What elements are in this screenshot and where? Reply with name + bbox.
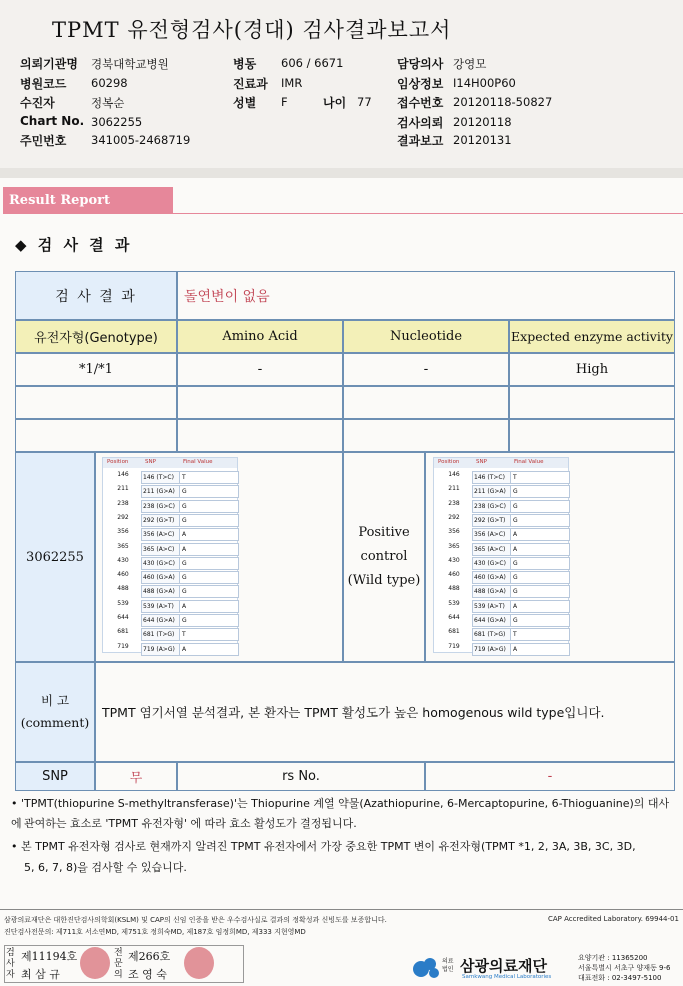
snp-row (434, 600, 568, 614)
amino-acid-header: Amino Acid (177, 320, 343, 353)
control-label-line: control (360, 549, 408, 564)
snp-final-value: A (510, 600, 570, 613)
snp-position: 460 (117, 571, 129, 579)
snp-final-value: A (510, 528, 570, 541)
empty-cell (509, 386, 675, 419)
snp-row (103, 628, 237, 642)
label-receipt-no: 접수번호 (397, 96, 444, 110)
empty-cell (15, 419, 177, 452)
snp-position: 430 (448, 556, 460, 564)
stamp2-label: 전문의 (114, 948, 123, 980)
snp-row (434, 557, 568, 571)
snp-position: 356 (448, 528, 460, 536)
snp-change: 488 (G>A) (141, 585, 180, 598)
samkwang-logo-icon (412, 955, 440, 979)
snp-final-value: A (179, 643, 239, 656)
footer-physicians: 진단검사전문의: 제711호 서소연MD, 제751호 정희숙MD, 제187호 임정희MD, 제333 지현영MD (4, 928, 306, 936)
snp-position: 681 (117, 628, 129, 636)
snp-position: 146 (117, 471, 129, 478)
note-line: 관여하는 효소로 'TPMT 유전자형' 에 따라 효소 활성도가 결정됩니다. (24, 817, 357, 830)
empty-cell (343, 386, 509, 419)
result-label-cell: 검 사 결 과 (15, 271, 177, 320)
result-value-cell: 돌연변이 없음 (177, 271, 675, 320)
snp-position: 365 (117, 542, 129, 550)
snp-change: 719 (A>G) (472, 643, 511, 656)
snp-row (434, 585, 568, 599)
stamp2-number: 제266호 (128, 950, 171, 963)
label-department: 진료과 (233, 77, 268, 91)
snp-final-value: G (179, 614, 239, 627)
label-report-date: 결과보고 (397, 134, 444, 148)
snp-panel-header (103, 458, 237, 468)
snp-row (103, 614, 237, 628)
snp-final-value: A (179, 600, 239, 613)
snp-change: 681 (T>G) (472, 628, 511, 641)
note-line: • 'TPMT(thiopurine S-methyltransferase)'는 Thiopurine 계열 약물(Azathiopurine, 6-Mercaptopurine, 6-Thioguanine)의 대사에 (11, 797, 670, 830)
snp-change: 238 (G>C) (141, 500, 180, 513)
label-hospital-code: 병원코드 (20, 77, 67, 91)
snp-row (434, 571, 568, 585)
snp-final-value: T (510, 471, 570, 484)
snp-final-value: A (179, 528, 239, 541)
value-request-date: 20120118 (453, 115, 512, 129)
snp-panel-header-label: Final Value (183, 459, 213, 465)
snp-row (103, 571, 237, 585)
rs-label-cell: rs No. (177, 762, 425, 791)
snp-position: 356 (117, 528, 129, 536)
stamp1-label: 검사자 (6, 948, 15, 980)
snp-change: 719 (A>G) (141, 643, 180, 656)
value-sex: F (281, 95, 288, 109)
snp-final-value: G (510, 571, 570, 584)
org-code: 요양기관 : 11365200 (578, 954, 648, 962)
value-doctor: 강영모 (453, 57, 487, 71)
value-department: IMR (281, 76, 303, 90)
snp-final-value: A (510, 543, 570, 556)
snp-position: 644 (448, 614, 460, 621)
banner-rule (173, 213, 683, 214)
value-ward: 606 / 6671 (281, 56, 344, 70)
section-title: ◆ 검 사 결 과 (15, 236, 133, 254)
snp-panel-header (434, 458, 568, 468)
enzyme-activity-header: Expected enzyme activity (509, 320, 675, 353)
snp-change: 539 (A>T) (141, 600, 180, 613)
snp-position: 430 (117, 556, 129, 564)
org-street: 서울특별시 서초구 양재동 9-6 (578, 964, 671, 972)
nucleotide-header: Nucleotide (343, 320, 509, 353)
snp-position: 488 (448, 585, 460, 593)
snp-change: 681 (T>G) (141, 628, 180, 641)
snp-change: 430 (G>C) (141, 557, 180, 570)
value-chart-no: 3062255 (91, 115, 143, 129)
value-hospital-code: 60298 (91, 76, 128, 90)
snp-row (434, 471, 568, 485)
snp-change: 644 (G>A) (472, 614, 511, 627)
enzyme-activity-value: High (509, 353, 675, 386)
empty-cell (343, 419, 509, 452)
empty-cell (177, 419, 343, 452)
value-report-date: 20120131 (453, 133, 512, 147)
snp-final-value: G (179, 585, 239, 598)
snp-change: 146 (T>C) (141, 471, 180, 484)
label-resident-no: 주민번호 (20, 134, 67, 148)
value-resident-no: 341005-2468719 (91, 133, 191, 147)
snp-position: 539 (448, 599, 460, 607)
sample-snp-panel (102, 457, 238, 653)
snp-panel-header-label: SNP (145, 459, 156, 465)
snp-value-cell: 무 (95, 762, 177, 791)
result-report-banner: Result Report (3, 187, 173, 214)
value-patient: 정복순 (91, 96, 125, 110)
comment-label: 비 고 (40, 693, 70, 708)
label-age: 나이 (323, 96, 347, 110)
snp-row (434, 643, 568, 657)
snp-final-value: G (510, 614, 570, 627)
snp-row (434, 514, 568, 528)
snp-change: 356 (A>C) (141, 528, 180, 541)
snp-change: 211 (G>A) (141, 485, 180, 498)
snp-final-value: A (510, 643, 570, 656)
comment-text: TPMT 염기서열 분석결과, 본 환자는 TPMT 활성도가 높은 homogenous wild type입니다. (95, 662, 675, 762)
snp-position: 211 (117, 485, 129, 493)
snp-change: 539 (A>T) (472, 600, 511, 613)
snp-panel-header-label: SNP (476, 459, 487, 465)
control-label-line: Positive (358, 525, 410, 540)
snp-final-value: G (510, 514, 570, 527)
note-line: 5, 6, 7, 8)을 검사할 수 있습니다. (24, 861, 187, 874)
label-patient: 수진자 (20, 96, 55, 110)
value-receipt-no: 20120118-50827 (453, 95, 553, 109)
snp-change: 460 (G>A) (472, 571, 511, 584)
snp-row (103, 500, 237, 514)
control-snp-panel (433, 457, 569, 653)
label-doctor: 담당의사 (397, 57, 444, 71)
snp-change: 211 (G>A) (472, 485, 511, 498)
org-address (578, 953, 671, 983)
snp-final-value: G (179, 571, 239, 584)
snp-final-value: G (510, 557, 570, 570)
org-english: Samkwang Medical Laboratories (462, 974, 552, 980)
footer-accreditation: 삼광의료재단은 대한진단검사의학회(KSLM) 및 CAP의 신임 인증을 받은 우수검사실로 결과의 정확성과 신빙도를 보증합니다. (4, 916, 387, 924)
snp-row (103, 543, 237, 557)
label-institution: 의뢰기관명 (20, 57, 78, 71)
nucleotide-value: - (343, 353, 509, 386)
snp-final-value: G (510, 500, 570, 513)
value-clinical-info: I14H00P60 (453, 76, 516, 90)
footer-rule (0, 909, 683, 910)
snp-position: 238 (448, 499, 460, 507)
snp-final-value: G (179, 500, 239, 513)
snp-panel-header-label: Position (107, 459, 129, 465)
snp-position: 146 (448, 471, 460, 478)
snp-row (434, 528, 568, 542)
sample-id-cell: 3062255 (15, 452, 95, 662)
genotype-header: 유전자형(Genotype) (15, 320, 177, 353)
snp-position: 211 (448, 485, 460, 493)
snp-row (434, 485, 568, 499)
snp-final-value: T (179, 471, 239, 484)
snp-final-value: T (510, 628, 570, 641)
snp-panel-header-label: Position (438, 459, 460, 465)
control-label-line: (Wild type) (347, 573, 421, 588)
snp-label-cell: SNP (15, 762, 95, 791)
snp-change: 292 (G>T) (472, 514, 511, 527)
snp-final-value: G (179, 485, 239, 498)
snp-change: 292 (G>T) (141, 514, 180, 527)
snp-position: 539 (117, 599, 129, 607)
label-request-date: 검사의뢰 (397, 116, 444, 130)
snp-final-value: G (510, 485, 570, 498)
snp-position: 644 (117, 614, 129, 621)
snp-final-value: G (510, 585, 570, 598)
org-prefix: 의료법인 (442, 958, 454, 973)
amino-acid-value: - (177, 353, 343, 386)
snp-row (103, 557, 237, 571)
snp-row (103, 471, 237, 485)
label-sex: 성별 (233, 96, 257, 110)
snp-row (434, 628, 568, 642)
snp-position: 681 (448, 628, 460, 636)
snp-final-value: G (179, 557, 239, 570)
rs-value-cell: - (425, 762, 675, 791)
snp-change: 365 (A>C) (472, 543, 511, 556)
label-chart-no: Chart No. (20, 114, 85, 128)
snp-row (103, 600, 237, 614)
snp-position: 238 (117, 499, 129, 507)
page-divider (0, 168, 683, 178)
snp-row (434, 543, 568, 557)
snp-change: 460 (G>A) (141, 571, 180, 584)
genotype-value: *1/*1 (15, 353, 177, 386)
snp-row (434, 614, 568, 628)
stamp1-name: 최 삼 규 (21, 968, 60, 981)
org-name: 삼광의료재단 (460, 957, 547, 975)
snp-row (103, 514, 237, 528)
snp-row (103, 643, 237, 657)
snp-change: 146 (T>C) (472, 471, 511, 484)
snp-position: 365 (448, 542, 460, 550)
snp-row (103, 528, 237, 542)
stamp2-name: 조 영 숙 (128, 968, 167, 981)
value-institution: 경북대학교병원 (91, 57, 169, 71)
snp-final-value: G (179, 514, 239, 527)
value-age: 77 (357, 95, 372, 109)
snp-change: 356 (A>C) (472, 528, 511, 541)
snp-position: 292 (117, 513, 129, 521)
org-phone: 대표전화 : 02-3497-5100 (578, 974, 662, 982)
stamp1-number: 제11194호 (21, 950, 78, 963)
snp-change: 488 (G>A) (472, 585, 511, 598)
footer-cap: CAP Accredited Laboratory. 69944-01 (548, 915, 679, 923)
snp-row (434, 500, 568, 514)
snp-position: 460 (448, 571, 460, 579)
label-ward: 병동 (233, 57, 257, 71)
snp-row (103, 585, 237, 599)
snp-change: 365 (A>C) (141, 543, 180, 556)
comment-label-en: (comment) (20, 715, 90, 730)
snp-change: 644 (G>A) (141, 614, 180, 627)
empty-cell (177, 386, 343, 419)
note-line: • 본 TPMT 유전자형 검사로 현재까지 알려진 TPMT 유전자에서 가장 중요한 TPMT 변이 유전자형(TPMT *1, 2, 3A, 3B, 3C, 3D, (11, 840, 636, 853)
comment-label-cell (15, 662, 95, 762)
empty-cell (509, 419, 675, 452)
snp-position: 488 (117, 585, 129, 593)
snp-final-value: T (179, 628, 239, 641)
seal-stamp-icon (184, 947, 214, 979)
seal-stamp-icon (80, 947, 110, 979)
snp-change: 238 (G>C) (472, 500, 511, 513)
empty-cell (15, 386, 177, 419)
report-title: TPMT 유전형검사(경대) 검사결과보고서 (52, 18, 452, 42)
snp-row (103, 485, 237, 499)
snp-position: 292 (448, 513, 460, 521)
snp-position: 719 (117, 642, 129, 650)
snp-position: 719 (448, 642, 460, 650)
snp-panel-header-label: Final Value (514, 459, 544, 465)
snp-final-value: A (179, 543, 239, 556)
snp-change: 430 (G>C) (472, 557, 511, 570)
control-label-cell (343, 452, 425, 662)
label-clinical-info: 임상정보 (397, 77, 444, 91)
